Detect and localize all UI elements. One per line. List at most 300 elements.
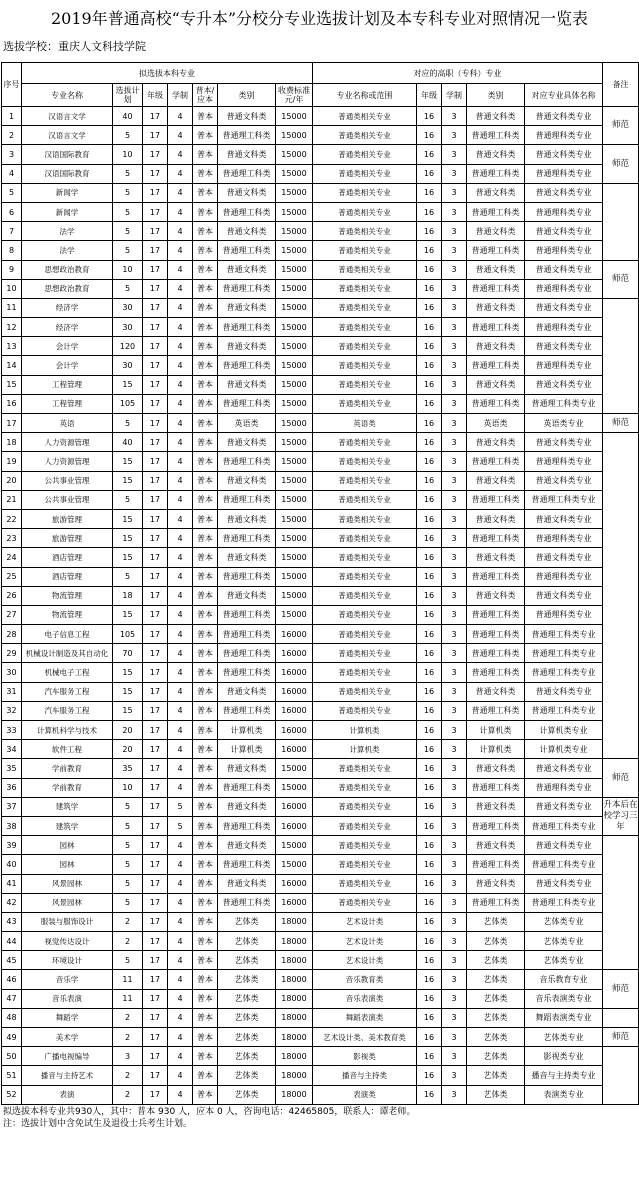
cell-college-specific: 普通理科类专业 xyxy=(525,452,603,471)
cell-college-specific: 音乐教育专业 xyxy=(525,970,603,989)
cell-seq: 28 xyxy=(2,625,22,644)
cell-college-category: 普通文科类 xyxy=(467,260,525,279)
cell-type: 普本 xyxy=(193,721,218,740)
cell-type: 普本 xyxy=(193,375,218,394)
cell-fee: 18000 xyxy=(276,1008,313,1027)
cell-major: 旅游管理 xyxy=(22,509,113,528)
cell-college-category: 普通文科类 xyxy=(467,759,525,778)
cell-category: 艺体类 xyxy=(218,1028,276,1047)
cell-quota: 2 xyxy=(113,1008,143,1027)
cell-college-grade: 16 xyxy=(417,855,442,874)
cell-college-major: 普通类相关专业 xyxy=(313,855,417,874)
header-col-grade: 年级 xyxy=(143,84,168,107)
cell-college-major: 普通类相关专业 xyxy=(313,375,417,394)
cell-quota: 5 xyxy=(113,241,143,260)
cell-college-category: 普通理工科类 xyxy=(467,126,525,145)
cell-years: 4 xyxy=(168,567,193,586)
cell-college-major: 表演类 xyxy=(313,1085,417,1104)
cell-major: 汉语国际教育 xyxy=(22,164,113,183)
cell-college-major: 普通类相关专业 xyxy=(313,471,417,490)
cell-years: 4 xyxy=(168,529,193,548)
cell-grade: 17 xyxy=(143,471,168,490)
cell-type: 普本 xyxy=(193,509,218,528)
cell-college-years: 3 xyxy=(442,145,467,164)
table-row xyxy=(2,586,639,605)
table-row xyxy=(2,260,639,279)
cell-college-years: 3 xyxy=(442,375,467,394)
cell-college-specific: 普通理科类专业 xyxy=(525,279,603,298)
cell-major: 音乐学 xyxy=(22,970,113,989)
cell-college-specific: 普通文科类专业 xyxy=(525,337,603,356)
cell-college-years: 3 xyxy=(442,951,467,970)
cell-major: 播音与主持艺术 xyxy=(22,1066,113,1085)
cell-years: 4 xyxy=(168,1047,193,1066)
cell-fee: 16000 xyxy=(276,893,313,912)
table-row xyxy=(2,279,639,298)
cell-years: 4 xyxy=(168,375,193,394)
cell-college-category: 普通文科类 xyxy=(467,183,525,202)
cell-seq: 39 xyxy=(2,836,22,855)
cell-major: 会计学 xyxy=(22,356,113,375)
table-row xyxy=(2,164,639,183)
cell-major: 旅游管理 xyxy=(22,529,113,548)
cell-college-category: 普通理工科类 xyxy=(467,356,525,375)
cell-college-grade: 16 xyxy=(417,912,442,931)
cell-major: 风景园林 xyxy=(22,874,113,893)
cell-remark xyxy=(603,1047,639,1105)
cell-major: 环境设计 xyxy=(22,951,113,970)
cell-category: 普通文科类 xyxy=(218,586,276,605)
cell-grade: 17 xyxy=(143,625,168,644)
table-row xyxy=(2,202,639,221)
cell-grade: 17 xyxy=(143,740,168,759)
cell-remark xyxy=(603,433,639,759)
cell-college-specific: 普通理科类专业 xyxy=(525,318,603,337)
cell-college-category: 普通文科类 xyxy=(467,298,525,317)
cell-major: 服装与服饰设计 xyxy=(22,912,113,931)
cell-college-grade: 16 xyxy=(417,279,442,298)
cell-quota: 15 xyxy=(113,471,143,490)
cell-grade: 17 xyxy=(143,951,168,970)
cell-college-grade: 16 xyxy=(417,394,442,413)
cell-college-grade: 16 xyxy=(417,586,442,605)
cell-grade: 17 xyxy=(143,529,168,548)
cell-college-major: 普通类相关专业 xyxy=(313,107,417,126)
cell-type: 普本 xyxy=(193,740,218,759)
cell-college-years: 3 xyxy=(442,797,467,816)
cell-seq: 26 xyxy=(2,586,22,605)
cell-type: 普本 xyxy=(193,471,218,490)
cell-college-grade: 16 xyxy=(417,874,442,893)
cell-years: 4 xyxy=(168,836,193,855)
cell-category: 普通文科类 xyxy=(218,759,276,778)
cell-quota: 5 xyxy=(113,567,143,586)
cell-college-major: 普通类相关专业 xyxy=(313,279,417,298)
cell-quota: 18 xyxy=(113,586,143,605)
cell-years: 4 xyxy=(168,1066,193,1085)
cell-seq: 7 xyxy=(2,222,22,241)
cell-grade: 17 xyxy=(143,605,168,624)
footer-summary: 拟选拔本科专业共930人，其中：普本 930 人，应本 0 人，咨询电话：42465805，联系人：谭老师。 xyxy=(3,1107,416,1117)
cell-college-category: 普通理工科类 xyxy=(467,241,525,260)
cell-college-years: 3 xyxy=(442,529,467,548)
table-row xyxy=(2,989,639,1008)
cell-years: 4 xyxy=(168,1008,193,1027)
cell-quota: 15 xyxy=(113,605,143,624)
cell-college-specific: 艺体类专业 xyxy=(525,932,603,951)
cell-quota: 15 xyxy=(113,529,143,548)
cell-fee: 15000 xyxy=(276,855,313,874)
cell-grade: 17 xyxy=(143,145,168,164)
cell-category: 艺体类 xyxy=(218,989,276,1008)
table-row xyxy=(2,816,639,835)
cell-type: 普本 xyxy=(193,989,218,1008)
cell-grade: 17 xyxy=(143,126,168,145)
cell-seq: 18 xyxy=(2,433,22,452)
cell-seq: 4 xyxy=(2,164,22,183)
cell-type: 普本 xyxy=(193,625,218,644)
cell-grade: 17 xyxy=(143,1085,168,1104)
cell-college-category: 普通理工科类 xyxy=(467,452,525,471)
cell-college-specific: 普通理科类专业 xyxy=(525,202,603,221)
cell-college-years: 3 xyxy=(442,740,467,759)
cell-college-category: 普通理工科类 xyxy=(467,529,525,548)
table-row xyxy=(2,356,639,375)
cell-college-major: 普通类相关专业 xyxy=(313,893,417,912)
cell-college-major: 普通类相关专业 xyxy=(313,337,417,356)
cell-remark: 师范 xyxy=(603,414,639,433)
cell-category: 艺体类 xyxy=(218,912,276,931)
cell-category: 普通文科类 xyxy=(218,433,276,452)
cell-college-specific: 普通理科类专业 xyxy=(525,126,603,145)
cell-type: 普本 xyxy=(193,855,218,874)
header-col-fee: 收费标准元/年 xyxy=(276,84,313,107)
cell-college-years: 3 xyxy=(442,816,467,835)
cell-college-grade: 16 xyxy=(417,682,442,701)
cell-college-major: 普通类相关专业 xyxy=(313,394,417,413)
cell-category: 普通理工科类 xyxy=(218,490,276,509)
cell-college-years: 3 xyxy=(442,586,467,605)
cell-type: 普本 xyxy=(193,279,218,298)
cell-seq: 50 xyxy=(2,1047,22,1066)
cell-type: 普本 xyxy=(193,1066,218,1085)
cell-category: 普通文科类 xyxy=(218,298,276,317)
table-row xyxy=(2,529,639,548)
cell-college-years: 3 xyxy=(442,548,467,567)
cell-fee: 15000 xyxy=(276,452,313,471)
cell-type: 普本 xyxy=(193,529,218,548)
cell-quota: 5 xyxy=(113,874,143,893)
cell-major: 学前教育 xyxy=(22,759,113,778)
cell-college-major: 普通类相关专业 xyxy=(313,318,417,337)
cell-grade: 17 xyxy=(143,797,168,816)
cell-college-category: 普通理工科类 xyxy=(467,625,525,644)
cell-college-years: 3 xyxy=(442,1047,467,1066)
cell-years: 4 xyxy=(168,855,193,874)
cell-seq: 22 xyxy=(2,509,22,528)
cell-college-major: 普通类相关专业 xyxy=(313,222,417,241)
cell-college-years: 3 xyxy=(442,1028,467,1047)
cell-seq: 44 xyxy=(2,932,22,951)
cell-college-category: 普通文科类 xyxy=(467,471,525,490)
cell-college-major: 普通类相关专业 xyxy=(313,260,417,279)
cell-college-grade: 16 xyxy=(417,567,442,586)
cell-category: 普通理工科类 xyxy=(218,816,276,835)
cell-college-years: 3 xyxy=(442,1085,467,1104)
cell-remark: 师范 xyxy=(603,260,639,298)
cell-years: 4 xyxy=(168,778,193,797)
cell-fee: 16000 xyxy=(276,721,313,740)
table-row xyxy=(2,855,639,874)
cell-college-major: 普通类相关专业 xyxy=(313,778,417,797)
cell-college-specific: 普通理工科类专业 xyxy=(525,893,603,912)
cell-type: 普本 xyxy=(193,202,218,221)
cell-college-category: 普通文科类 xyxy=(467,874,525,893)
cell-grade: 17 xyxy=(143,452,168,471)
cell-college-major: 艺术设计类 xyxy=(313,932,417,951)
cell-quota: 15 xyxy=(113,701,143,720)
cell-college-specific: 普通文科类专业 xyxy=(525,682,603,701)
cell-college-major: 计算机类 xyxy=(313,740,417,759)
cell-quota: 15 xyxy=(113,548,143,567)
cell-seq: 30 xyxy=(2,663,22,682)
table-row xyxy=(2,682,639,701)
cell-type: 普本 xyxy=(193,970,218,989)
header-group-college: 对应的高职（专科）专业 xyxy=(313,63,603,84)
table-row xyxy=(2,1066,639,1085)
cell-college-grade: 16 xyxy=(417,989,442,1008)
cell-seq: 27 xyxy=(2,605,22,624)
cell-years: 4 xyxy=(168,279,193,298)
cell-college-category: 普通理工科类 xyxy=(467,855,525,874)
cell-type: 普本 xyxy=(193,414,218,433)
cell-college-category: 普通理工科类 xyxy=(467,605,525,624)
cell-seq: 40 xyxy=(2,855,22,874)
cell-fee: 15000 xyxy=(276,164,313,183)
cell-category: 普通文科类 xyxy=(218,260,276,279)
cell-college-grade: 16 xyxy=(417,471,442,490)
cell-college-major: 普通类相关专业 xyxy=(313,816,417,835)
cell-college-specific: 普通文科类专业 xyxy=(525,298,603,317)
cell-type: 普本 xyxy=(193,241,218,260)
cell-category: 普通文科类 xyxy=(218,874,276,893)
cell-major: 机械电子工程 xyxy=(22,663,113,682)
cell-college-category: 普通理工科类 xyxy=(467,318,525,337)
cell-seq: 24 xyxy=(2,548,22,567)
cell-seq: 2 xyxy=(2,126,22,145)
table-row xyxy=(2,1008,639,1027)
table-row xyxy=(2,1047,639,1066)
cell-quota: 11 xyxy=(113,970,143,989)
cell-college-grade: 16 xyxy=(417,932,442,951)
cell-college-category: 普通文科类 xyxy=(467,107,525,126)
header-col-type: 普本/应本 xyxy=(193,84,218,107)
cell-college-years: 3 xyxy=(442,682,467,701)
header-group-undergrad: 拟选拔本科专业 xyxy=(22,63,313,84)
cell-years: 4 xyxy=(168,260,193,279)
cell-quota: 5 xyxy=(113,279,143,298)
cell-fee: 16000 xyxy=(276,701,313,720)
cell-major: 电子信息工程 xyxy=(22,625,113,644)
cell-major: 建筑学 xyxy=(22,797,113,816)
cell-fee: 15000 xyxy=(276,836,313,855)
cell-college-years: 3 xyxy=(442,318,467,337)
cell-quota: 105 xyxy=(113,394,143,413)
cell-grade: 17 xyxy=(143,893,168,912)
cell-college-major: 普通类相关专业 xyxy=(313,586,417,605)
cell-type: 普本 xyxy=(193,797,218,816)
cell-college-major: 普通类相关专业 xyxy=(313,625,417,644)
cell-college-specific: 影视类专业 xyxy=(525,1047,603,1066)
cell-seq: 48 xyxy=(2,1008,22,1027)
cell-fee: 15000 xyxy=(276,490,313,509)
cell-fee: 18000 xyxy=(276,970,313,989)
table-row xyxy=(2,414,639,433)
cell-remark: 师范 xyxy=(603,1028,639,1047)
cell-grade: 17 xyxy=(143,701,168,720)
cell-grade: 17 xyxy=(143,548,168,567)
cell-seq: 47 xyxy=(2,989,22,1008)
cell-years: 4 xyxy=(168,433,193,452)
cell-college-major: 普通类相关专业 xyxy=(313,567,417,586)
cell-college-grade: 16 xyxy=(417,625,442,644)
cell-college-grade: 16 xyxy=(417,836,442,855)
cell-quota: 5 xyxy=(113,816,143,835)
cell-college-major: 普通类相关专业 xyxy=(313,433,417,452)
cell-years: 4 xyxy=(168,490,193,509)
cell-college-major: 普通类相关专业 xyxy=(313,356,417,375)
cell-college-major: 普通类相关专业 xyxy=(313,164,417,183)
cell-fee: 16000 xyxy=(276,797,313,816)
cell-major: 人力资源管理 xyxy=(22,433,113,452)
cell-grade: 17 xyxy=(143,107,168,126)
cell-seq: 31 xyxy=(2,682,22,701)
cell-quota: 10 xyxy=(113,778,143,797)
cell-college-grade: 16 xyxy=(417,1028,442,1047)
cell-major: 汽车服务工程 xyxy=(22,701,113,720)
cell-college-grade: 16 xyxy=(417,222,442,241)
cell-quota: 15 xyxy=(113,509,143,528)
table-row xyxy=(2,394,639,413)
cell-college-major: 舞蹈表演类 xyxy=(313,1008,417,1027)
cell-years: 4 xyxy=(168,471,193,490)
cell-college-specific: 普通理科类专业 xyxy=(525,241,603,260)
cell-grade: 17 xyxy=(143,663,168,682)
cell-college-grade: 16 xyxy=(417,1008,442,1027)
cell-major: 英语 xyxy=(22,414,113,433)
table-row xyxy=(2,778,639,797)
cell-quota: 5 xyxy=(113,164,143,183)
cell-grade: 17 xyxy=(143,644,168,663)
cell-college-major: 英语类 xyxy=(313,414,417,433)
cell-years: 4 xyxy=(168,126,193,145)
cell-category: 普通理工科类 xyxy=(218,567,276,586)
cell-quota: 40 xyxy=(113,433,143,452)
table-row xyxy=(2,1085,639,1104)
cell-seq: 41 xyxy=(2,874,22,893)
cell-category: 计算机类 xyxy=(218,721,276,740)
cell-grade: 17 xyxy=(143,1008,168,1027)
cell-fee: 15000 xyxy=(276,222,313,241)
cell-quota: 40 xyxy=(113,107,143,126)
cell-type: 普本 xyxy=(193,1028,218,1047)
cell-college-specific: 普通文科类专业 xyxy=(525,797,603,816)
cell-fee: 18000 xyxy=(276,912,313,931)
cell-college-major: 普通类相关专业 xyxy=(313,836,417,855)
table-row xyxy=(2,759,639,778)
cell-major: 物流管理 xyxy=(22,586,113,605)
cell-seq: 33 xyxy=(2,721,22,740)
table-row xyxy=(2,222,639,241)
cell-fee: 15000 xyxy=(276,279,313,298)
cell-college-specific: 普通理工科类专业 xyxy=(525,644,603,663)
cell-college-grade: 16 xyxy=(417,126,442,145)
cell-fee: 15000 xyxy=(276,414,313,433)
cell-fee: 15000 xyxy=(276,548,313,567)
cell-years: 4 xyxy=(168,1028,193,1047)
cell-major: 酒店管理 xyxy=(22,548,113,567)
cell-college-category: 英语类 xyxy=(467,414,525,433)
cell-fee: 16000 xyxy=(276,874,313,893)
cell-major: 新闻学 xyxy=(22,202,113,221)
cell-years: 4 xyxy=(168,759,193,778)
cell-college-specific: 计算机类专业 xyxy=(525,740,603,759)
cell-years: 4 xyxy=(168,932,193,951)
cell-college-category: 普通理工科类 xyxy=(467,893,525,912)
cell-grade: 17 xyxy=(143,183,168,202)
header-col-years: 学制 xyxy=(168,84,193,107)
cell-seq: 11 xyxy=(2,298,22,317)
cell-remark: 升本后在校学习三年 xyxy=(603,797,639,835)
cell-grade: 17 xyxy=(143,816,168,835)
cell-type: 普本 xyxy=(193,701,218,720)
cell-type: 普本 xyxy=(193,932,218,951)
cell-years: 4 xyxy=(168,183,193,202)
cell-college-specific: 普通文科类专业 xyxy=(525,375,603,394)
cell-seq: 43 xyxy=(2,912,22,931)
cell-remark xyxy=(603,836,639,970)
cell-grade: 17 xyxy=(143,836,168,855)
cell-grade: 17 xyxy=(143,164,168,183)
cell-fee: 15000 xyxy=(276,509,313,528)
table-row xyxy=(2,145,639,164)
cell-seq: 42 xyxy=(2,893,22,912)
cell-seq: 17 xyxy=(2,414,22,433)
cell-fee: 15000 xyxy=(276,356,313,375)
cell-grade: 17 xyxy=(143,318,168,337)
cell-college-years: 3 xyxy=(442,836,467,855)
cell-college-category: 普通文科类 xyxy=(467,836,525,855)
cell-grade: 17 xyxy=(143,778,168,797)
cell-category: 普通文科类 xyxy=(218,337,276,356)
cell-college-category: 计算机类 xyxy=(467,740,525,759)
cell-college-category: 普通理工科类 xyxy=(467,778,525,797)
cell-college-specific: 普通理工科类专业 xyxy=(525,394,603,413)
cell-quota: 5 xyxy=(113,797,143,816)
table-row xyxy=(2,471,639,490)
cell-remark: 师范 xyxy=(603,970,639,1008)
cell-college-major: 普通类相关专业 xyxy=(313,701,417,720)
header-col-college-major: 专业名称或范围 xyxy=(313,84,417,107)
cell-type: 普本 xyxy=(193,778,218,797)
table-row xyxy=(2,893,639,912)
cell-fee: 15000 xyxy=(276,433,313,452)
cell-type: 普本 xyxy=(193,1085,218,1104)
cell-seq: 1 xyxy=(2,107,22,126)
cell-years: 4 xyxy=(168,663,193,682)
cell-quota: 15 xyxy=(113,452,143,471)
cell-college-years: 3 xyxy=(442,912,467,931)
